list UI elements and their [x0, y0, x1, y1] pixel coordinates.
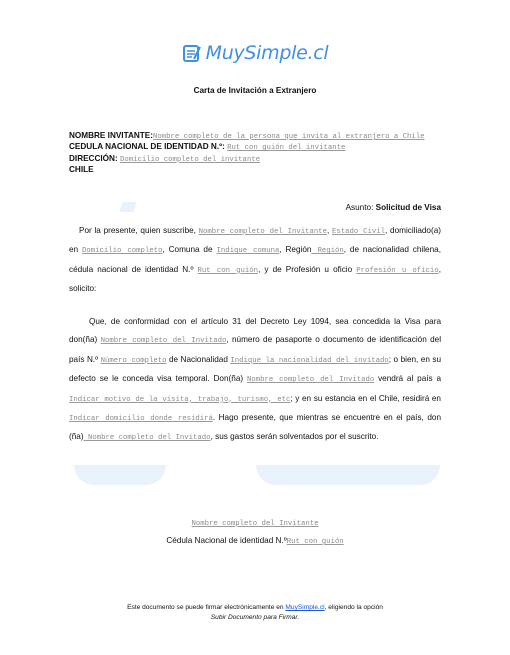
paragraph-text: , solicito:: [69, 264, 441, 294]
signature-name: [0, 518, 510, 528]
paragraph-text: ; o bien, en su defecto se le conceda visa temporal. Don(ña): [69, 354, 442, 384]
watermark-shape: [74, 465, 166, 485]
address-label: DIRECCIÓN:: [69, 153, 118, 163]
paragraph-text: de Nacionalidad: [166, 354, 231, 364]
paragraph-text: , Comuna de: [162, 245, 217, 255]
signature-id: [0, 536, 510, 546]
subject-value: Solicitud de Visa: [375, 203, 441, 212]
signature-name-field[interactable]: Nombre completo del Invitante: [191, 520, 319, 528]
civil-status-field[interactable]: Estado Civil: [332, 228, 386, 236]
footer-instruction: Subir Documento para Firmar.: [210, 614, 300, 621]
footer-text: Este documento se puede firmar electrónicamente en: [127, 604, 286, 611]
inviter-label: NOMBRE INVITANTE:: [69, 131, 153, 140]
nationality-field[interactable]: Indique la nacionalidad del invitado: [230, 356, 389, 365]
logo-text: MuySimple.cl: [205, 42, 329, 64]
paragraph-text: Por la presente, quien suscribe,: [79, 226, 199, 235]
footer-line: [0, 603, 510, 613]
subject-line: [346, 203, 441, 212]
document-signature-icon: [182, 43, 202, 63]
inviter-name-field[interactable]: Nombre completo del Invitante: [198, 228, 328, 236]
inviter-address-field[interactable]: Domicilio completo del invitante: [119, 155, 261, 164]
rut-field[interactable]: Rut con guión: [197, 266, 259, 275]
inviter-header: [69, 131, 444, 176]
paragraph-text: , Región: [279, 245, 312, 255]
subject-label: Asunto:: [345, 203, 374, 212]
paragraph-text: , sus gastos serán solventados por el suscrito.: [210, 432, 379, 442]
invited-name-field[interactable]: Nombre completo del Invitado: [246, 376, 375, 385]
country-line: [69, 165, 444, 175]
paragraph-visa: [69, 313, 441, 448]
paragraph-text: Que, de conformidad con el artículo 31 del Decreto Ley 1094, sea concedida la Visa para don(ña): [69, 317, 441, 345]
paragraph-text: , número de pasaporte o documento de identificación del país N.º: [69, 335, 442, 364]
country-text: CHILE: [69, 165, 94, 175]
paragraph-text: , domiciliado(a) en: [69, 226, 441, 255]
domicile-field[interactable]: Domicilio completo: [82, 247, 163, 256]
inviter-rut-field[interactable]: Rut con guión del invitante: [227, 144, 346, 153]
id-label: CEDULA NACIONAL DE IDENTIDAD N.º:: [69, 142, 225, 152]
passport-number-field[interactable]: Número completo: [100, 356, 167, 365]
signature-id-label: Cédula Nacional de identidad N.º: [166, 536, 287, 545]
watermark-shape: [256, 465, 440, 485]
brand-logo: [0, 42, 510, 64]
paragraph-text: ; y en su estancia en el Chile, residirá en: [290, 393, 441, 403]
profession-field[interactable]: Profesión u oficio: [356, 266, 439, 275]
footer-text: , eligiendo la opción: [324, 604, 383, 611]
inviter-line: [69, 131, 444, 142]
signature-rut-field[interactable]: Rut con guión: [286, 538, 344, 546]
visit-reason-field[interactable]: Indicar motivo de la visita, trabajo, turismo, etc: [69, 395, 291, 404]
footer-link[interactable]: MuySimple.cl: [285, 604, 325, 611]
paragraph-text: . Hago presente, que mientras se encuentre en el país, don (ña): [69, 413, 442, 442]
paragraph-text: vendrá al país a: [374, 374, 442, 384]
invited-name-field[interactable]: Nombre completo del Invitado: [83, 434, 211, 443]
invited-name-field[interactable]: Nombre completo del Invitado: [100, 337, 227, 346]
residence-field[interactable]: Indicar domicilio donde residirá: [69, 415, 213, 424]
paragraph-text: , y de Profesión u oficio: [258, 264, 357, 274]
watermark-shape: [119, 202, 136, 212]
comuna-field[interactable]: Indique comuna: [216, 247, 280, 256]
address-line: [69, 154, 444, 165]
paragraph-text: , de nacionalidad chilena, cédula nacional de identidad N.º: [69, 245, 441, 274]
paragraph-text: ,: [327, 226, 333, 235]
document-title: Carta de Invitación a Extranjero: [193, 86, 317, 95]
region-field[interactable]: Región: [311, 247, 344, 256]
paragraph-request: [69, 222, 441, 299]
inviter-name-field[interactable]: Nombre completo de la persona que invita al extranjero a Chile: [153, 133, 425, 141]
id-line: [69, 142, 444, 153]
